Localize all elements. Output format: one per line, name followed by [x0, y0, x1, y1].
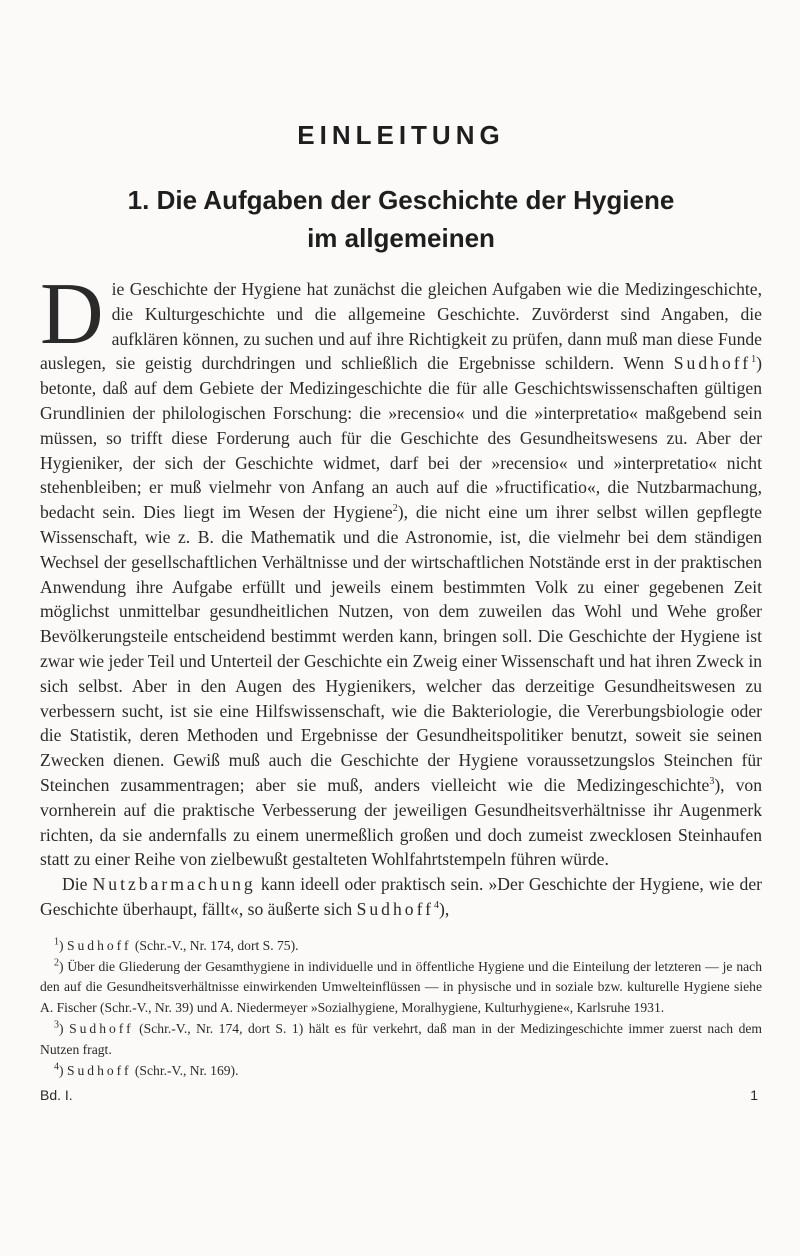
p1-text-d: ), von vornherein auf die praktische Verbesserung der jeweiligen Gesundheitsverhältnisse ihr Augenmerk richten, da sie andernfalls zu einem unermeßlich großen und doch zumeist zwecklosen Steinhaufen statt zu einer Reihe von zielbewußt gestalteten Wohlfahrtstempeln führen würde.: [40, 774, 762, 870]
footnote-paren: ): [59, 1062, 67, 1078]
p2-text-a: Die: [62, 874, 88, 895]
footnote-paren: ): [59, 958, 68, 974]
footnote: [40, 957, 762, 1019]
p1-text-a: ie Geschichte der Hygiene hat zunächst die gleichen Aufgaben wie die Medizingeschichte, die Kulturgeschichte und die allgemeine Geschichte. Zuvörderst sind Angaben, die aufklären können, zu suchen und auf ihre Richtigkeit zu prüfen, dann muß man diese Funde auslegen, sie geistig durchdringen und schließlich die Ergebnisse schildern. Wenn: [40, 279, 762, 374]
footnote-text: (Schr.-V., Nr. 169).: [131, 1062, 239, 1078]
footnote-mark: 2: [54, 956, 59, 968]
p2-text-c: ),: [438, 898, 450, 919]
footnote-paren: ): [59, 1020, 70, 1036]
footnote-mark: 1: [54, 936, 59, 948]
paragraph-1: [40, 266, 762, 872]
footnote-ref: 4: [433, 900, 439, 912]
paragraph-2: [40, 872, 762, 922]
chapter-heading: EINLEITUNG: [297, 120, 505, 150]
page: [40, 120, 762, 1103]
section-title-line2: im allgemeinen: [307, 223, 495, 253]
drop-cap: D: [40, 266, 104, 363]
footnote-author: Sudhoff: [66, 937, 132, 953]
section-title-line1: 1. Die Aufgaben der Geschichte der Hygiene: [127, 185, 675, 215]
author-name: Sudhoff: [356, 898, 434, 919]
footnote: [40, 1061, 762, 1082]
footnote: [40, 1019, 762, 1061]
page-number: 1: [750, 1087, 758, 1104]
p2-text-b: kann ideell oder praktisch sein. »Der Geschichte der Hygiene, wie der Geschichte überhaupt, fällt«, so äußerte sich: [40, 874, 762, 919]
footnote-ref: 3: [709, 776, 715, 788]
footnote-ref: 1: [751, 354, 757, 366]
page-footer: [40, 1087, 762, 1103]
footnote-author: Sudhoff: [66, 1062, 132, 1078]
p1-text-c: ), die nicht eine um ihrer selbst willen gepflegte Wissenschaft, wie z. B. die Mathematik und die Astronomie, ist, die vielmehr bei dem ständigen Wechsel der gesellschaftlichen Verhältnisse und der wirtschaftlichen Notstände erst in der praktischen Anwendung ihre Aufgabe erfüllt und jeweils einem bestimmten Volk zu einer gegebenen Zeit möglichst unmittelbar gesundheitlichen Nutzen, von dem zuweilen das Wohl und Wehe großer Bevölkerungsteile entscheidend bestimmt werden kann, bringen soll. Die Geschichte der Hygiene ist zwar wie jeder Teil und Unterteil der Geschichte ein Zweig einer Wissenschaft und hat ihren Zweck in sich selbst. Aber in den Augen des Hygienikers, welcher das derzeitige Gesundheitswesen zu verbessern sucht, ist sie eine Hilfswissenschaft, wie die Bakteriologie, die Vererbungsbiologie oder die Statistik, deren Methoden und Ergebnisse der Gesundheitspolitiker benutzt, soweit sie seinen Zwecken dienen. Gewiß muß auch die Geschichte der Hygiene voraussetzungslos Steinchen für Steinchen zusammentragen; aber sie muß, anders vielleicht wie die Medizingeschichte: [40, 502, 762, 795]
volume-label: Bd. I.: [40, 1087, 73, 1104]
footnote-ref: 2: [392, 503, 398, 515]
footnote-author: Sudhoff: [69, 1020, 134, 1036]
author-name: Sudhoff: [673, 353, 752, 374]
footnote-text: (Schr.-V., Nr. 174, dort S. 75).: [131, 937, 299, 953]
p1-text-b: ) betonte, daß auf dem Gebiete der Medizingeschichte die für alle Geschichtswissenschaften gültigen Grundlinien der philologischen Forschung: die »recensio« und die »interpretatio« maßgebend sein müssen, so trifft diese Forderung auch für die Geschichte des Gesundheitswesens zu. Aber der Hygieniker, der sich der Geschichte widmet, darf bei der »recensio« und »interpretatio« nicht stehenbleiben; er muß vielmehr von Anfang an auch auf die »fructificatio«, die Nutzbarmachung, bedacht sein. Dies liegt im Wesen der Hygiene: [40, 353, 762, 523]
footnote-text: (Schr.-V., Nr. 174, dort S. 1) hält es für verkehrt, daß man in der Medizingeschichte immer zuerst nach dem Nutzen fragt.: [40, 1020, 762, 1057]
footnote: [40, 936, 762, 957]
footnote-mark: 4: [54, 1060, 59, 1072]
footnote-mark: 3: [54, 1019, 59, 1031]
footnotes: [40, 936, 762, 1082]
footnote-text: Über die Gliederung der Gesamthygiene in individuelle und in öffentliche Hygiene und die Einteilung der letzteren — je nach den auf die Gesundheitsverhältnisse einwirkenden Umwelteinflüssen — in physische und in soziale bzw. kulturelle Hygiene siehe A. Fischer (Schr.-V., Nr. 39) und A. Niedermeyer »Sozialhygiene, Moralhygiene, Kulturhygiene«, Karlsruhe 1931.: [40, 958, 762, 1016]
spaced-term: Nutzbarmachung: [92, 874, 256, 895]
section-title: [40, 181, 762, 257]
footnote-paren: ): [59, 937, 67, 953]
